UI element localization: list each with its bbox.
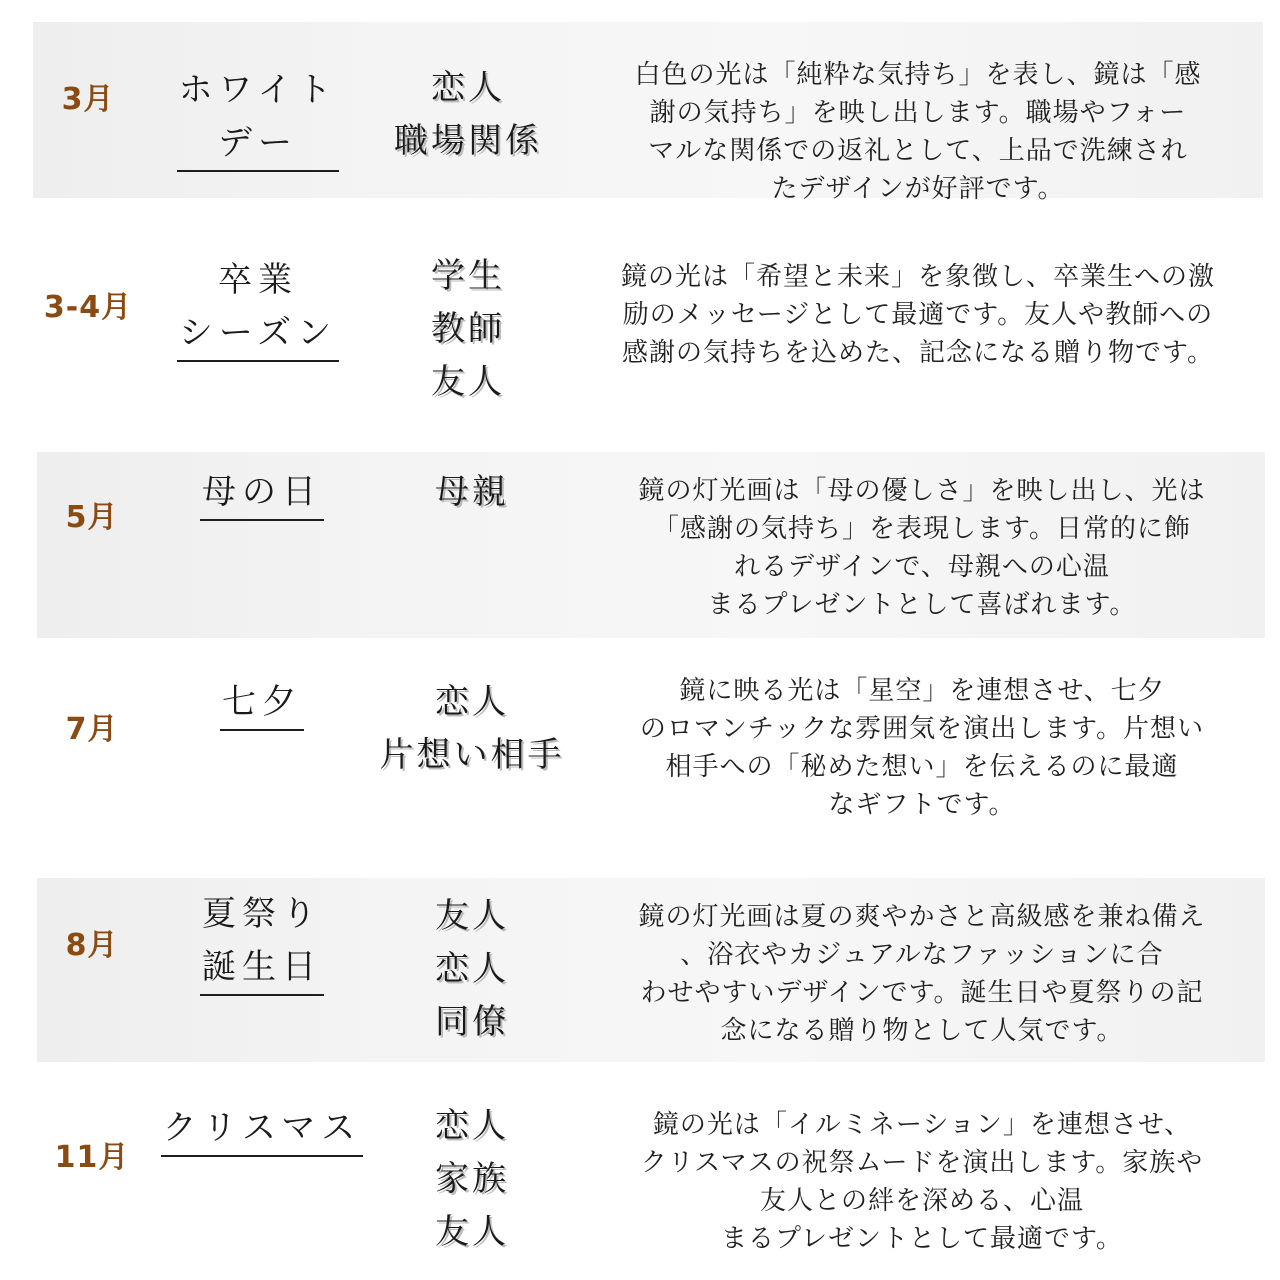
month-cell [37,1088,147,1268]
description-text [621,258,1215,372]
description-line: 念になる贈り物として人気です。 [720,1016,1124,1046]
target-cell [367,664,577,852]
table-row [37,878,1265,1062]
table-row [37,664,1265,852]
target-recipient: 家族 [435,1159,509,1199]
description-line: 相手への「秘めた想い」を伝えるのに最適 [665,752,1179,782]
event-name-line: デー [217,123,298,163]
target-recipient: 職場関係 [394,121,542,161]
description-line: クリスマスの祝祭ムードを演出します。家族や [640,1148,1204,1178]
description-line: 励のメッセージとして最適です。友人や教師への [622,300,1214,330]
target-cell [367,452,577,638]
event-name-line: 夏祭り [202,894,322,934]
table-row [37,1088,1265,1268]
description-cell [583,226,1253,434]
description-text [638,472,1205,624]
target-cell [367,1088,577,1268]
description-cell [587,1088,1257,1268]
event-name [177,254,339,362]
table-row [33,22,1263,204]
event-name [161,1102,364,1157]
month-label: 7月 [65,712,119,747]
event-name-line: 七夕 [222,682,302,722]
description-line: マルな関係での返礼として、上品で洗練され [648,136,1188,166]
month-cell [37,664,147,852]
description-line: 「感謝の気持ち」を表現します。日常的に飾 [653,514,1191,544]
description-cell [587,452,1257,638]
event-cell [147,452,377,638]
description-cell [583,22,1253,204]
month-cell [37,452,147,638]
event-name [200,888,324,996]
event-name-line: クリスマス [162,1108,362,1148]
description-text [634,56,1201,208]
description-line: 鏡の光は「イルミネーション」を連想させ、 [652,1110,1192,1140]
target-list [435,1100,509,1259]
target-recipient: 片想い相手 [379,735,565,775]
description-line: なギフトです。 [828,790,1016,820]
event-cell [147,1088,377,1268]
target-list [431,250,505,409]
target-recipient: 友人 [435,1212,509,1252]
month-label: 3-4月 [43,290,133,325]
description-line: 友人との絆を深める、心温 [759,1186,1084,1216]
description-line: 鏡の灯光画は夏の爽やかさと高級感を兼ね備え [638,902,1206,932]
description-line: 鏡の灯光画は「母の優しさ」を映し出し、光は [638,476,1206,506]
target-list [435,890,509,1049]
target-recipient: 同僚 [435,1002,509,1042]
target-list [394,62,542,168]
target-list [435,466,509,519]
target-recipient: 恋人 [435,949,509,989]
month-cell [33,22,143,198]
description-line: 、浴衣やカジュアルなファッションに合 [680,940,1164,970]
target-cell [367,878,577,1062]
event-name [200,466,324,521]
description-cell [587,664,1257,852]
target-recipient: 友人 [431,362,505,402]
description-line: わせやすいデザインです。誕生日や夏祭りの記 [640,978,1204,1008]
event-name-line: ホワイト [178,70,338,110]
description-cell [587,878,1257,1062]
month-label: 5月 [65,500,119,535]
table-row [33,226,1263,434]
description-text [640,672,1204,824]
description-line: 謝の気持ち」を映し出します。職場やフォー [649,98,1187,128]
table-row [37,452,1265,638]
event-cell [143,22,373,198]
description-line: まるプレゼントとして最適です。 [721,1224,1123,1254]
month-cell [37,878,147,1062]
description-line: たデザインが好評です。 [771,174,1065,204]
event-name-line: 誕生日 [202,947,322,987]
target-recipient: 恋人 [435,682,509,722]
month-cell [33,226,143,434]
target-recipient: 恋人 [431,68,505,108]
target-cell [363,226,573,434]
description-text [638,898,1205,1050]
month-label: 8月 [65,928,119,963]
event-cell [143,226,373,434]
month-label: 11月 [54,1140,130,1175]
target-recipient: 母親 [435,472,509,512]
description-line: れるデザインで、母親への心温 [734,552,1110,582]
target-recipient: 恋人 [435,1106,509,1146]
description-line: まるプレゼントとして喜ばれます。 [707,590,1137,620]
target-recipient: 教師 [431,309,505,349]
description-text [641,1106,1204,1258]
event-name-line: シーズン [178,313,338,353]
event-name [220,676,304,731]
event-cell [147,878,377,1062]
target-recipient: 友人 [435,896,509,936]
event-name [177,64,340,172]
description-line: 白色の光は「純粋な気持ち」を表し、鏡は「感 [634,60,1202,90]
month-label: 3月 [61,82,115,117]
target-cell [363,22,573,198]
description-line: 鏡に映る光は「星空」を連想させ、七夕 [679,676,1165,706]
description-line: 鏡の光は「希望と未来」を象徴し、卒業生への激 [620,262,1215,292]
description-line: 感謝の気持ちを込めた、記念になる贈り物です。 [622,338,1214,368]
event-name-line: 母の日 [202,472,322,512]
description-line: のロマンチックな雰囲気を演出します。片想い [639,714,1205,744]
event-name-line: 卒業 [218,260,298,300]
target-list [380,676,565,782]
event-cell [147,664,377,852]
target-recipient: 学生 [431,256,505,296]
